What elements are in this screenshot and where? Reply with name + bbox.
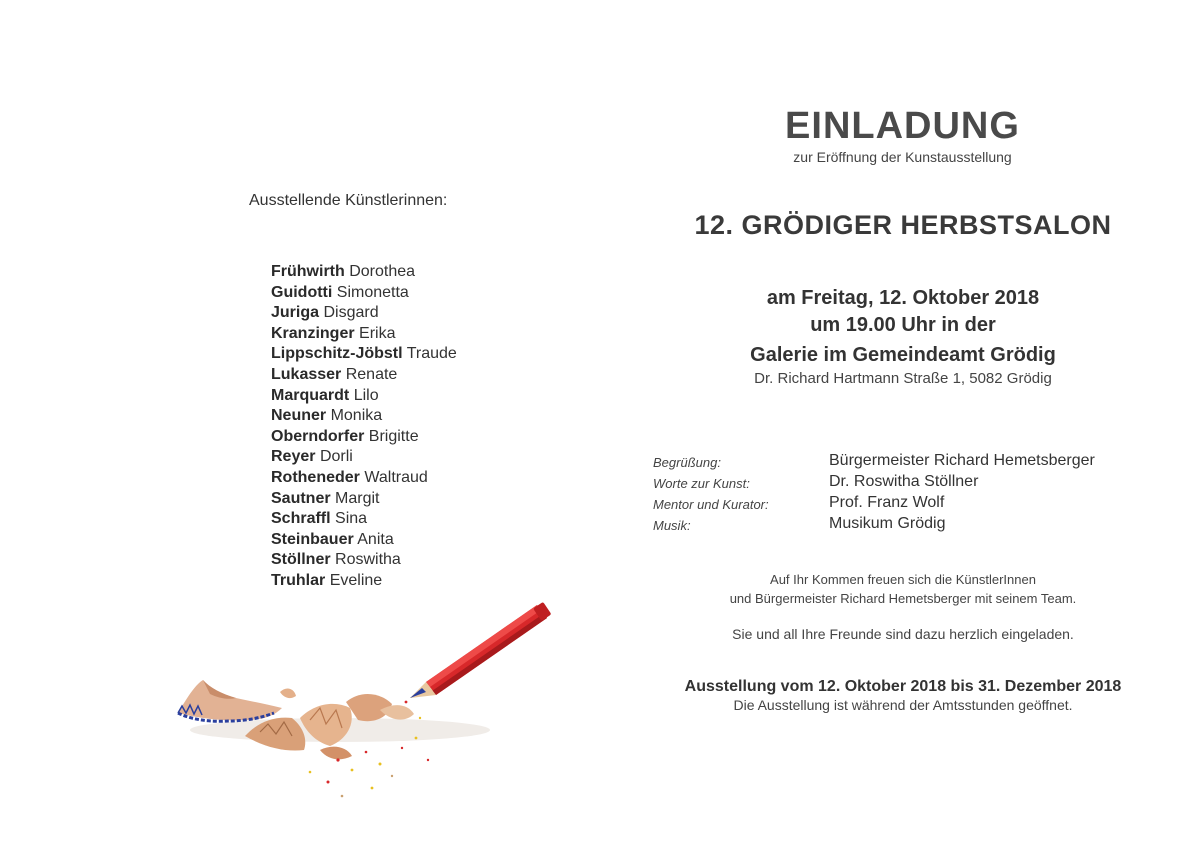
venue-line: Galerie im Gemeindeamt Grödig [750,344,1056,366]
artist-last-name: Lippschitz-Jöbstl [271,345,403,363]
list-item [271,324,457,345]
subtitle: zur Eröffnung der Kunstausstellung [793,149,1012,165]
program-label: Mentor und Kurator: [653,497,769,512]
list-item [271,262,457,283]
artist-first-name: Eveline [329,571,383,589]
artist-last-name: Juriga [271,304,320,322]
artist-first-name: Traude [406,345,457,363]
list-item [271,530,457,551]
list-item [271,550,457,571]
artist-first-name: Roswitha [335,551,401,569]
artist-first-name: Sina [335,510,368,528]
artist-last-name: Frühwirth [271,263,345,280]
page-title: EINLADUNG [785,105,1020,147]
artist-first-name: Simonetta [336,283,409,301]
list-item [271,406,457,427]
artist-list [271,262,457,592]
artist-last-name: Truhlar [271,571,326,589]
artist-last-name: Guidotti [271,283,333,301]
list-item [271,283,457,304]
artist-first-name: Dorothea [349,263,416,280]
list-item [271,468,457,489]
artist-last-name: Kranzinger [271,324,355,342]
list-item [271,447,457,468]
list-item [271,509,457,530]
program-value: Musikum Grödig [829,515,946,532]
exhibition-period: Ausstellung vom 12. Oktober 2018 bis 31. Dezember 2018 [684,678,1122,695]
list-item [271,344,457,365]
opening-hours: Die Ausstellung ist während der Amtsstunden geöffnet. [733,697,1073,713]
list-item [271,427,457,448]
red-pencil-with-shavings-icon [170,600,570,820]
list-item [271,386,457,407]
program-value: Prof. Franz Wolf [829,494,945,511]
list-item [271,489,457,510]
artist-first-name: Erika [359,324,396,342]
artist-last-name: Marquardt [271,386,350,404]
program-value: Bürgermeister Richard Hemetsberger [829,452,1095,469]
artist-last-name: Reyer [271,448,316,466]
list-item [271,303,457,324]
artist-first-name: Renate [345,365,398,383]
time-line: um 19.00 Uhr in der [810,314,996,336]
greeting-line-2: und Bürgermeister Richard Hemetsberger mit seinem Team. [729,591,1077,606]
artist-first-name: Waltraud [364,468,428,486]
artist-first-name: Dorli [319,448,353,466]
artists-heading: Ausstellende Künstlerinnen: [249,192,448,209]
list-item [271,365,457,386]
artist-first-name: Margit [335,489,380,507]
date-line: am Freitag, 12. Oktober 2018 [766,287,1040,309]
artist-last-name: Oberndorfer [271,427,365,445]
artist-last-name: Schraffl [271,510,331,528]
red-pencil-icon [410,602,551,698]
program-value: Dr. Roswitha Stöllner [829,473,979,490]
program-label: Begrüßung: [653,455,721,470]
artist-last-name: Sautner [271,489,331,507]
event-name: 12. GRÖDIGER HERBSTSALON [694,210,1112,240]
artist-last-name: Steinbauer [271,530,354,548]
program-label: Worte zur Kunst: [653,476,750,491]
greeting-line-1: Auf Ihr Kommen freuen sich die KünstlerInnen [770,572,1036,587]
list-item [271,571,457,592]
artist-first-name: Brigitte [368,427,419,445]
artist-first-name: Disgard [323,304,379,322]
program-label: Musik: [653,518,691,533]
artist-first-name: Lilo [353,386,379,404]
artist-first-name: Anita [357,530,394,548]
artist-last-name: Lukasser [271,365,342,383]
artist-last-name: Rotheneder [271,468,360,486]
blue-shaving-icon [178,680,282,721]
artist-last-name: Stöllner [271,551,331,569]
artist-last-name: Neuner [271,407,327,425]
invite-line: Sie und all Ihre Freunde sind dazu herzlich eingeladen. [732,626,1074,642]
artist-first-name: Monika [330,407,383,425]
address-line: Dr. Richard Hartmann Straße 1, 5082 Grödig [754,370,1052,387]
